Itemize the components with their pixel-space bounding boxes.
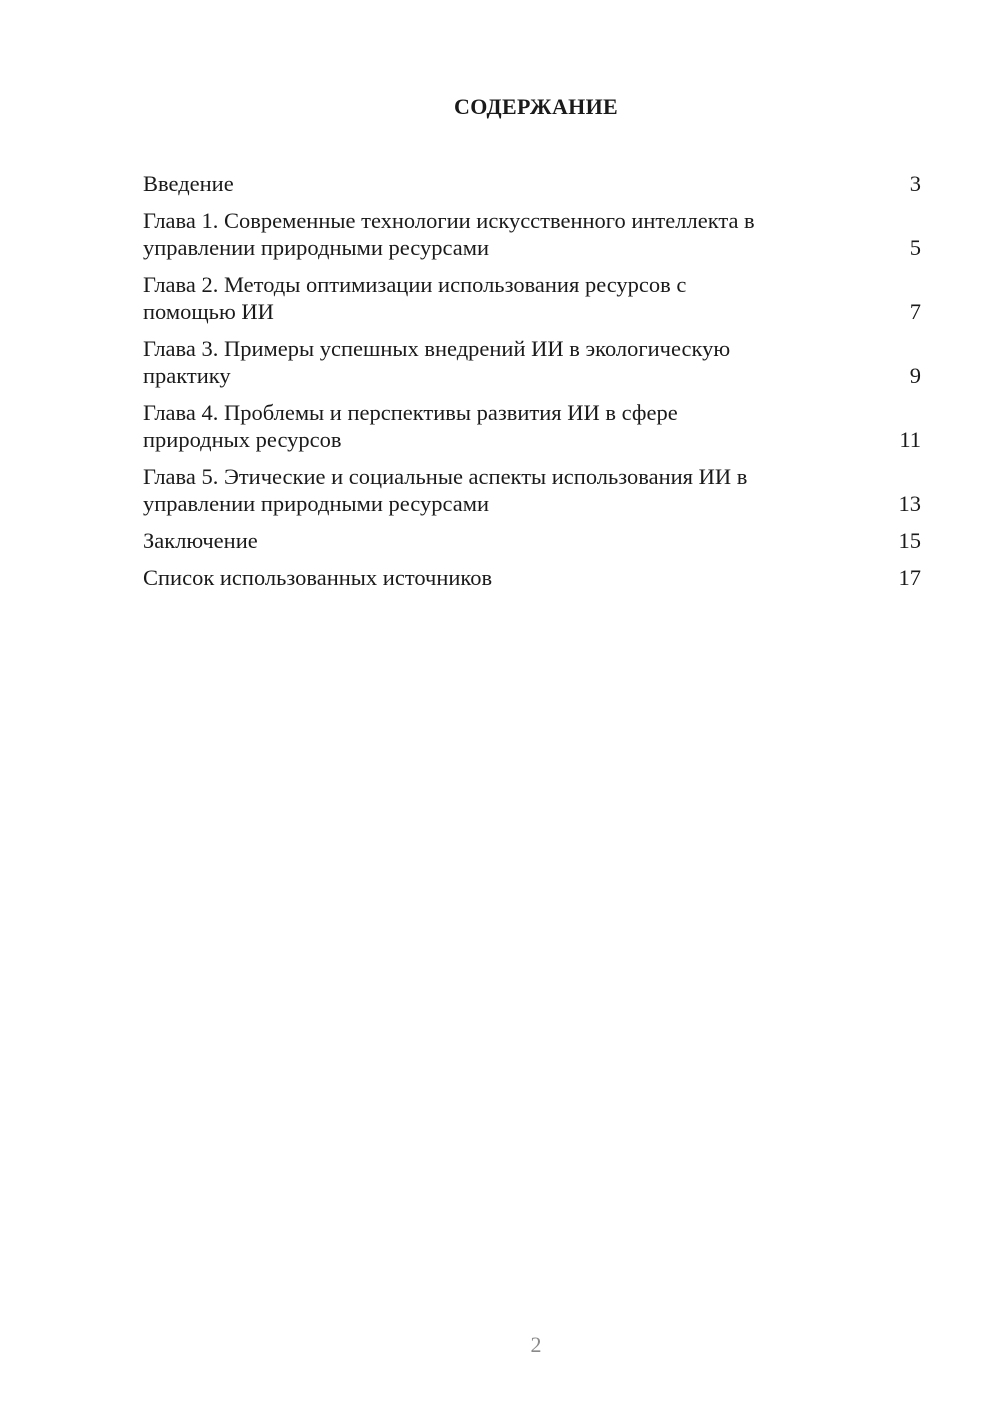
toc-entry-chapter-4[interactable] bbox=[143, 399, 919, 453]
toc-entry-line: Глава 3. Примеры успешных внедрений ИИ в экологическую bbox=[143, 336, 731, 361]
toc-entry-page: 5 bbox=[909, 235, 921, 260]
table-of-contents bbox=[143, 170, 919, 601]
toc-entry-conclusion[interactable] bbox=[143, 527, 919, 554]
toc-entry-page: 13 bbox=[898, 491, 921, 516]
toc-entry-page: 11 bbox=[899, 427, 921, 452]
toc-entry-title bbox=[143, 170, 234, 197]
toc-entry-page: 15 bbox=[898, 528, 921, 553]
toc-entry-line: Введение bbox=[143, 171, 234, 196]
toc-entry-page: 7 bbox=[909, 299, 921, 324]
toc-entry-line: Глава 1. Современные технологии искусственного интеллекта в bbox=[143, 208, 755, 233]
toc-entry-title bbox=[143, 335, 730, 389]
toc-entry-title bbox=[143, 207, 755, 261]
toc-entry-line: Глава 5. Этические и социальные аспекты использования ИИ в bbox=[143, 464, 748, 489]
toc-entry-page: 17 bbox=[898, 565, 921, 590]
toc-entry-line: Глава 4. Проблемы и перспективы развития ИИ в сфере bbox=[143, 400, 678, 425]
toc-entry-line: Заключение bbox=[143, 528, 258, 553]
toc-entry-chapter-1[interactable] bbox=[143, 207, 919, 261]
toc-entry-line: практику bbox=[143, 363, 231, 388]
toc-entry-title bbox=[143, 527, 258, 554]
toc-entry-line: Список использованных источников bbox=[143, 565, 493, 590]
toc-entry-page: 3 bbox=[909, 171, 921, 196]
toc-entry-title bbox=[143, 271, 686, 325]
toc-entry-line: управлении природными ресурсами bbox=[143, 491, 490, 516]
toc-entry-line: управлении природными ресурсами bbox=[143, 235, 490, 260]
toc-entry-title bbox=[143, 463, 747, 517]
page-title: СОДЕРЖАНИЕ bbox=[454, 94, 618, 119]
toc-entry-chapter-2[interactable] bbox=[143, 271, 919, 325]
toc-entry-chapter-5[interactable] bbox=[143, 463, 919, 517]
toc-entry-introduction[interactable] bbox=[143, 170, 919, 197]
toc-entry-line: Глава 2. Методы оптимизации использования ресурсов с bbox=[143, 272, 687, 297]
toc-entry-chapter-3[interactable] bbox=[143, 335, 919, 389]
page-number: 2 bbox=[530, 1332, 542, 1357]
toc-entry-title bbox=[143, 564, 492, 591]
toc-entry-line: помощью ИИ bbox=[143, 299, 274, 324]
toc-entry-line: природных ресурсов bbox=[143, 427, 342, 452]
toc-entry-references[interactable] bbox=[143, 564, 919, 591]
toc-entry-page: 9 bbox=[909, 363, 921, 388]
toc-entry-title bbox=[143, 399, 678, 453]
